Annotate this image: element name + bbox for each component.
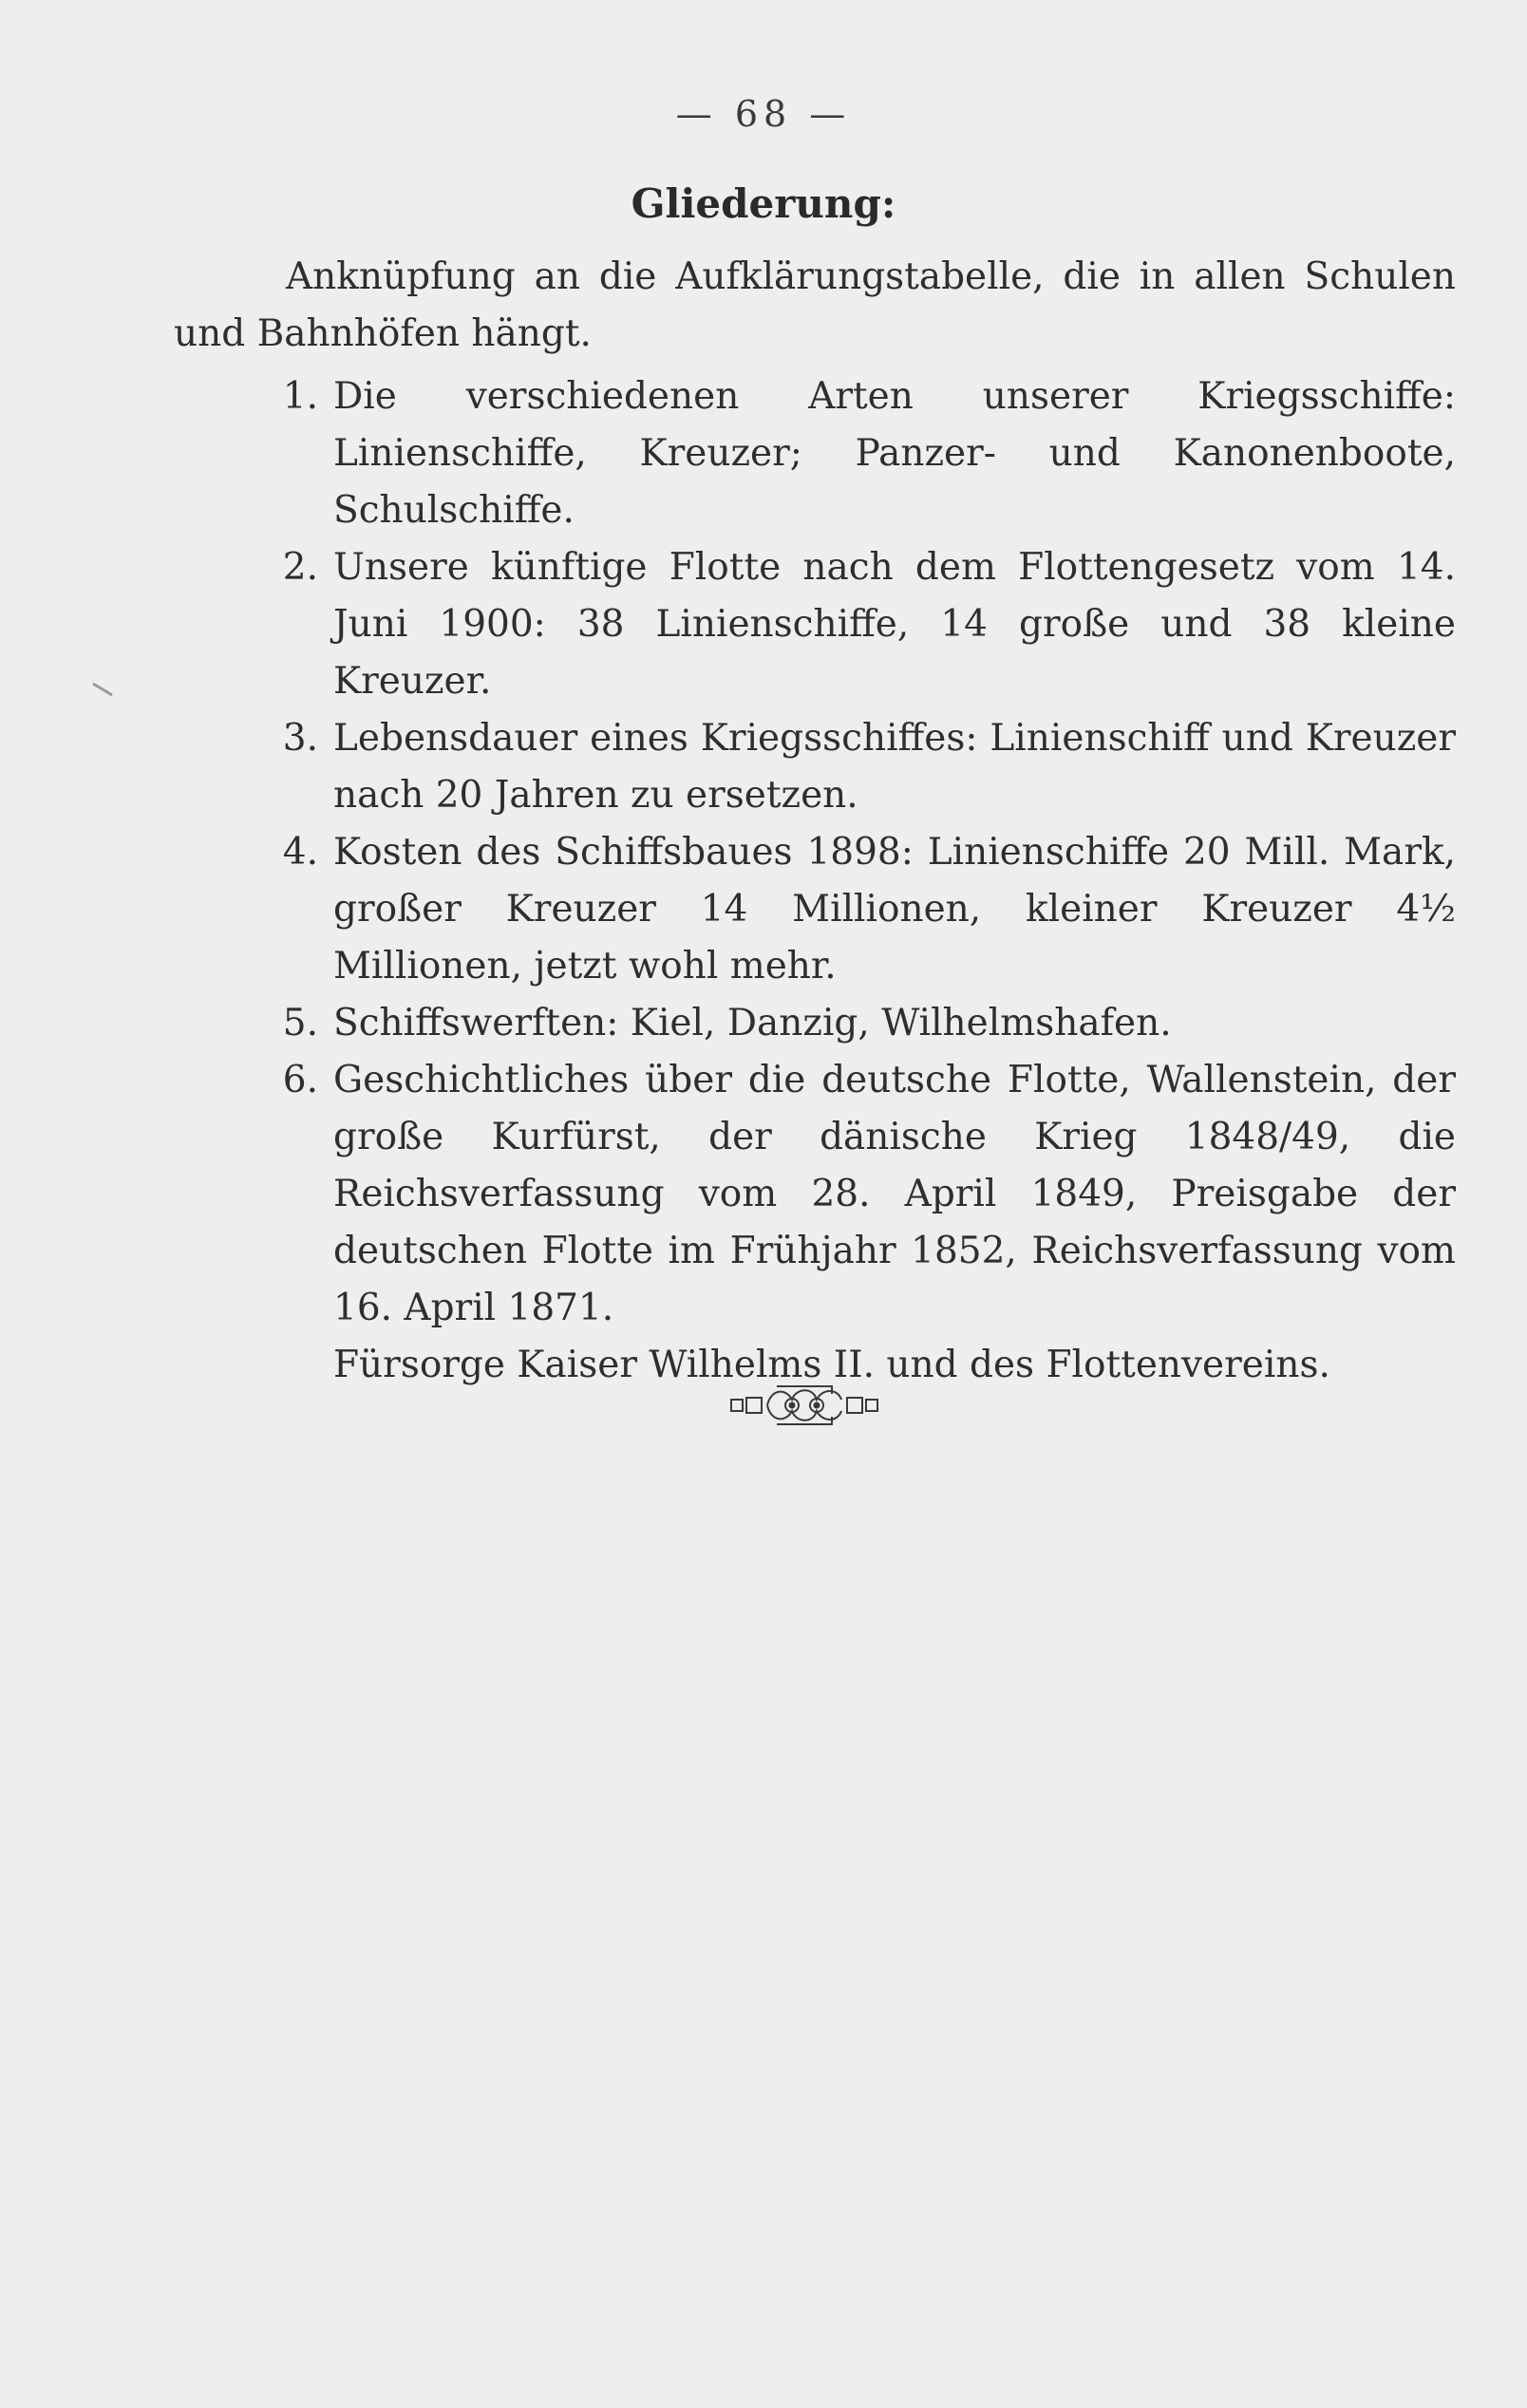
list-item-text: Unsere künftige Flotte nach dem Flottengesetz vom 14. Juni 1900: 38 Linienschiffe, 14 große und 38 kleine Kreuzer. <box>333 546 1456 703</box>
list-item-text: Kosten des Schiffsbaues 1898: Linienschiffe 20 Mill. Mark, großer Kreuzer 14 Millionen, kleiner Kreuzer 4½ Millionen, jetzt wohl mehr. <box>333 831 1456 988</box>
list-item-number: 3. <box>282 717 318 760</box>
list-item <box>174 539 1456 710</box>
list-item-text: Die verschiedenen Arten unserer Kriegsschiffe: Linienschiffe, Kreuzer; Panzer- und Kanonenboote, Schulschiffe. <box>333 375 1456 532</box>
list-item-text: Lebensdauer eines Kriegsschiffes: Linienschiff und Kreuzer nach 20 Jahren zu ersetzen. <box>333 717 1456 817</box>
list-item <box>174 368 1456 539</box>
decorative-ornament-icon <box>726 1379 896 1432</box>
body-text <box>174 249 1456 1394</box>
closing-line: Fürsorge Kaiser Wilhelms II. und des Flottenvereins. <box>333 1344 1330 1386</box>
list-item-number: 4. <box>282 831 318 874</box>
list-item-number: 5. <box>282 1002 318 1044</box>
intro-paragraph: Anknüpfung an die Aufklärungstabelle, die in allen Schulen und Bahnhöfen hängt. <box>174 255 1456 355</box>
list-item-number: 2. <box>282 546 318 589</box>
list-item-text: Schiffswerften: Kiel, Danzig, Wilhelmshafen. <box>333 1002 1172 1044</box>
section-heading: Gliederung: <box>631 180 896 227</box>
margin-mark <box>91 682 116 699</box>
list-item <box>174 995 1456 1052</box>
list-item <box>174 1052 1456 1337</box>
page-number: — 68 — <box>675 93 852 135</box>
list-item-number: 1. <box>282 375 318 418</box>
list-item <box>174 710 1456 824</box>
list-item-number: 6. <box>282 1059 318 1101</box>
outline-list <box>174 368 1456 1337</box>
list-item-text: Geschichtliches über die deutsche Flotte, Wallenstein, der große Kurfürst, der dänische Krieg 1848/49, die Reichsverfassung vom 28. April 1849, Preisgabe der deutschen Flotte im Frühjahr 1852, Reichsverfassung vom 16. April 1871. <box>333 1059 1456 1329</box>
list-item <box>174 824 1456 995</box>
